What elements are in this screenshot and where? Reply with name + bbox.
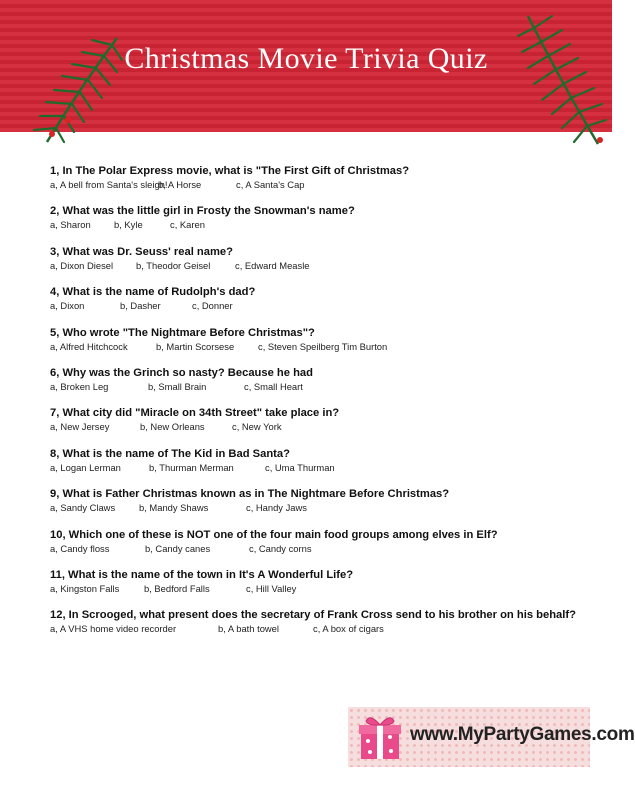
option-c: c, A Santa's Cap: [236, 179, 305, 190]
option-c: c, Small Heart: [244, 380, 303, 392]
question-item: [50, 528, 610, 568]
option-c: c, A box of cigars: [313, 623, 384, 635]
option-a: a, A bell from Santa's sleigh!: [50, 179, 168, 190]
option-a: a, Dixon: [50, 300, 85, 312]
header-banner: [0, 0, 612, 132]
option-b: b, Small Brain: [148, 380, 207, 392]
question-text: 9, What is Father Christmas known as in The Nightmare Before Christmas?: [50, 488, 450, 501]
question-text: 6, Why was the Grinch so nasty? Because he had: [50, 366, 313, 379]
answer-options: [50, 218, 610, 232]
answer-options: [50, 542, 610, 556]
pine-branch-right-icon: [510, 10, 610, 150]
option-a: a, Sharon: [50, 219, 91, 231]
option-a: a, Sandy Claws: [50, 502, 116, 514]
option-b: b, Mandy Shaws: [139, 502, 209, 514]
option-b: b, Martin Scorsese: [156, 340, 235, 352]
question-item: [50, 326, 610, 366]
option-a: a, New Jersey: [50, 421, 110, 433]
question-text: 2, What was the little girl in Frosty the Snowman's name?: [50, 205, 355, 218]
answer-options: [50, 380, 610, 394]
question-item: [50, 608, 610, 648]
option-b: b, Kyle: [114, 219, 143, 231]
answer-options: [50, 340, 610, 354]
question-item: [50, 245, 610, 285]
answer-options: [50, 178, 610, 192]
question-text: 3, What was Dr. Seuss' real name?: [50, 245, 233, 258]
option-b: b, Thurman Merman: [149, 461, 234, 473]
answer-options: [50, 501, 610, 515]
question-text: 7, What city did "Miracle on 34th Street" take place in?: [50, 407, 340, 420]
option-c: c, Karen: [170, 219, 205, 231]
option-c: c, Candy corns: [249, 542, 312, 554]
question-item: [50, 447, 610, 487]
question-item: [50, 366, 610, 406]
question-item: [50, 285, 610, 325]
question-item: [50, 204, 610, 244]
option-c: c, Handy Jaws: [246, 502, 307, 514]
answer-options: [50, 582, 610, 596]
question-list: [50, 164, 610, 649]
option-a: a, A VHS home video recorder: [50, 623, 177, 635]
option-b: b, A bath towel: [218, 623, 279, 635]
option-c: c, New York: [232, 421, 282, 433]
option-c: c, Donner: [192, 300, 233, 312]
option-b: b, Bedford Falls: [144, 582, 210, 594]
option-c: c, Steven Speilberg Tim Burton: [258, 340, 388, 352]
option-a: a, Logan Lerman: [50, 461, 121, 473]
question-text: 11, What is the name of the town in It's A Wonderful Life?: [50, 568, 354, 581]
question-text: 1, In The Polar Express movie, what is "The First Gift of Christmas?: [50, 165, 410, 177]
option-a: a, Broken Leg: [50, 380, 109, 392]
option-b: b, Candy canes: [145, 542, 211, 554]
option-a: a, Dixon Diesel: [50, 259, 114, 271]
option-c: c, Hill Valley: [246, 582, 297, 594]
option-b: b, New Orleans: [140, 421, 205, 433]
question-text: 5, Who wrote "The Nightmare Before Christmas"?: [50, 326, 315, 339]
question-item: [50, 568, 610, 608]
answer-options: [50, 420, 610, 434]
option-b: b, Theodor Geisel: [136, 259, 211, 271]
question-text: 4, What is the name of Rudolph's dad?: [50, 286, 256, 299]
page-title: Christmas Movie Trivia Quiz: [124, 42, 488, 75]
answer-options: [50, 461, 610, 475]
option-a: a, Candy floss: [50, 542, 110, 554]
answer-options: [50, 622, 610, 636]
option-c: c, Edward Measle: [235, 259, 310, 271]
gift-box-icon: [356, 713, 404, 761]
option-a: a, Kingston Falls: [50, 582, 120, 594]
answer-options: [50, 259, 610, 273]
question-text: 12, In Scrooged, what present does the secretary of Frank Cross send to his brother on his behalf?: [50, 609, 576, 622]
question-item: [50, 487, 610, 527]
option-b: b, Dasher: [120, 300, 161, 312]
option-c: c, Uma Thurman: [265, 461, 335, 473]
question-text: 10, Which one of these is NOT one of the four main food groups among elves in Elf?: [50, 528, 498, 541]
footer-banner: [348, 707, 635, 767]
question-text: 8, What is the name of The Kid in Bad Santa?: [50, 447, 290, 460]
option-b: b, A Horse: [158, 179, 202, 190]
question-item: [50, 406, 610, 446]
option-a: a, Alfred Hitchcock: [50, 340, 128, 352]
question-item: [50, 164, 610, 204]
answer-options: [50, 299, 610, 313]
site-url: www.MyPartyGames.com: [410, 724, 635, 745]
